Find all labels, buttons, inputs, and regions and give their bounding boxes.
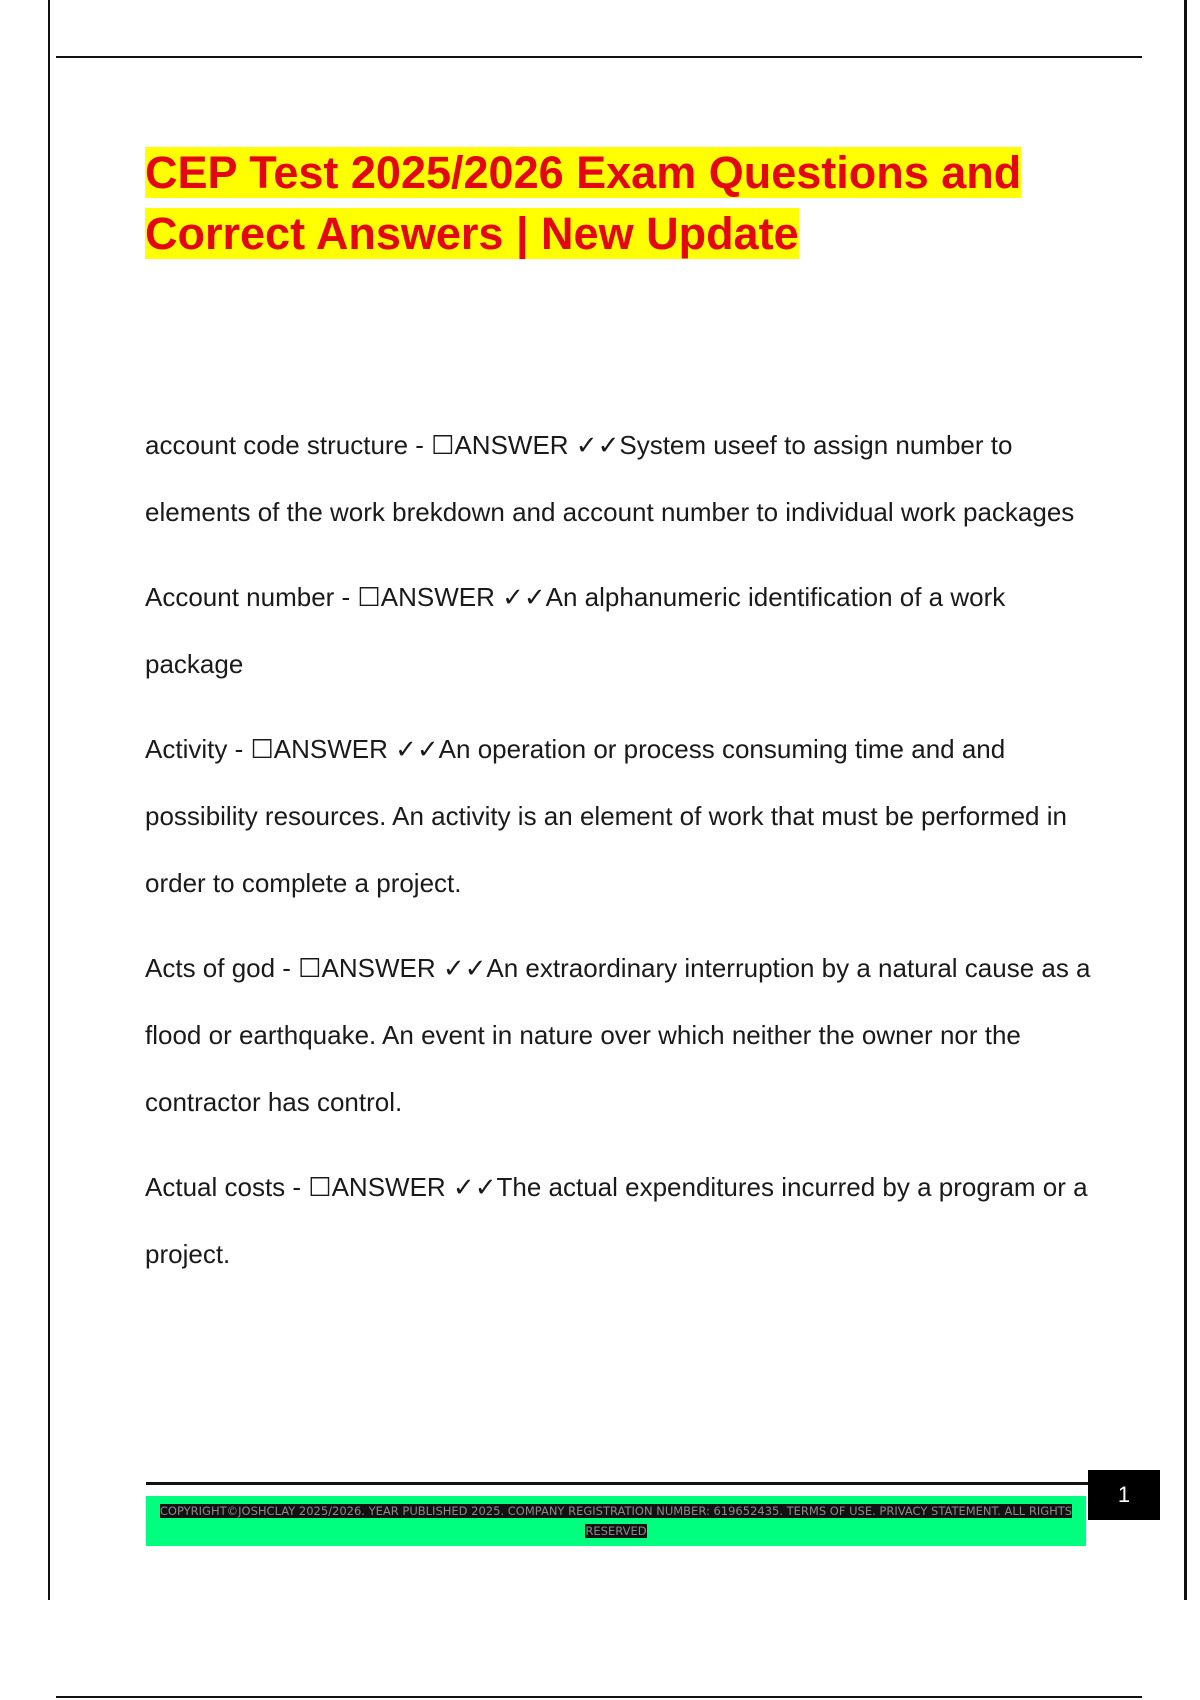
- copyright-footer: [146, 1496, 1086, 1546]
- question-entry: Activity - ☐ANSWER ✓✓An operation or process consuming time and and possibility resources. An activity is an element of work that must be performed in order to complete a project.: [145, 734, 1067, 898]
- question-entry: Actual costs - ☐ANSWER ✓✓The actual expenditures incurred by a program or a project.: [145, 1172, 1088, 1269]
- page-number: 1: [1088, 1470, 1160, 1520]
- question-entry: Acts of god - ☐ANSWER ✓✓An extraordinary interruption by a natural cause as a flood or earthquake. An event in nature over which neither the owner nor the contractor has control.: [145, 953, 1091, 1117]
- copyright-text: COPYRIGHT©JOSHCLAY 2025/2026. YEAR PUBLISHED 2025. COMPANY REGISTRATION NUMBER: 619652435. TERMS OF USE. PRIVACY STATEMENT. ALL RIGHTS RESERVED: [159, 1504, 1073, 1538]
- header-rule: [56, 56, 1142, 58]
- footer-rule: [146, 1482, 1088, 1485]
- page-border-right: [1184, 0, 1187, 1600]
- question-entry: account code structure - ☐ANSWER ✓✓System useef to assign number to elements of the work brekdown and account number to individual work packages: [145, 430, 1075, 527]
- next-page-rule: [56, 1696, 1142, 1698]
- document-title-text: CEP Test 2025/2026 Exam Questions and Correct Answers | New Update: [145, 147, 1022, 259]
- document-title: [145, 142, 1145, 264]
- page-border-left: [48, 0, 50, 1600]
- question-list: [145, 412, 1095, 1306]
- question-entry: Account number - ☐ANSWER ✓✓An alphanumeric identification of a work package: [145, 582, 1006, 679]
